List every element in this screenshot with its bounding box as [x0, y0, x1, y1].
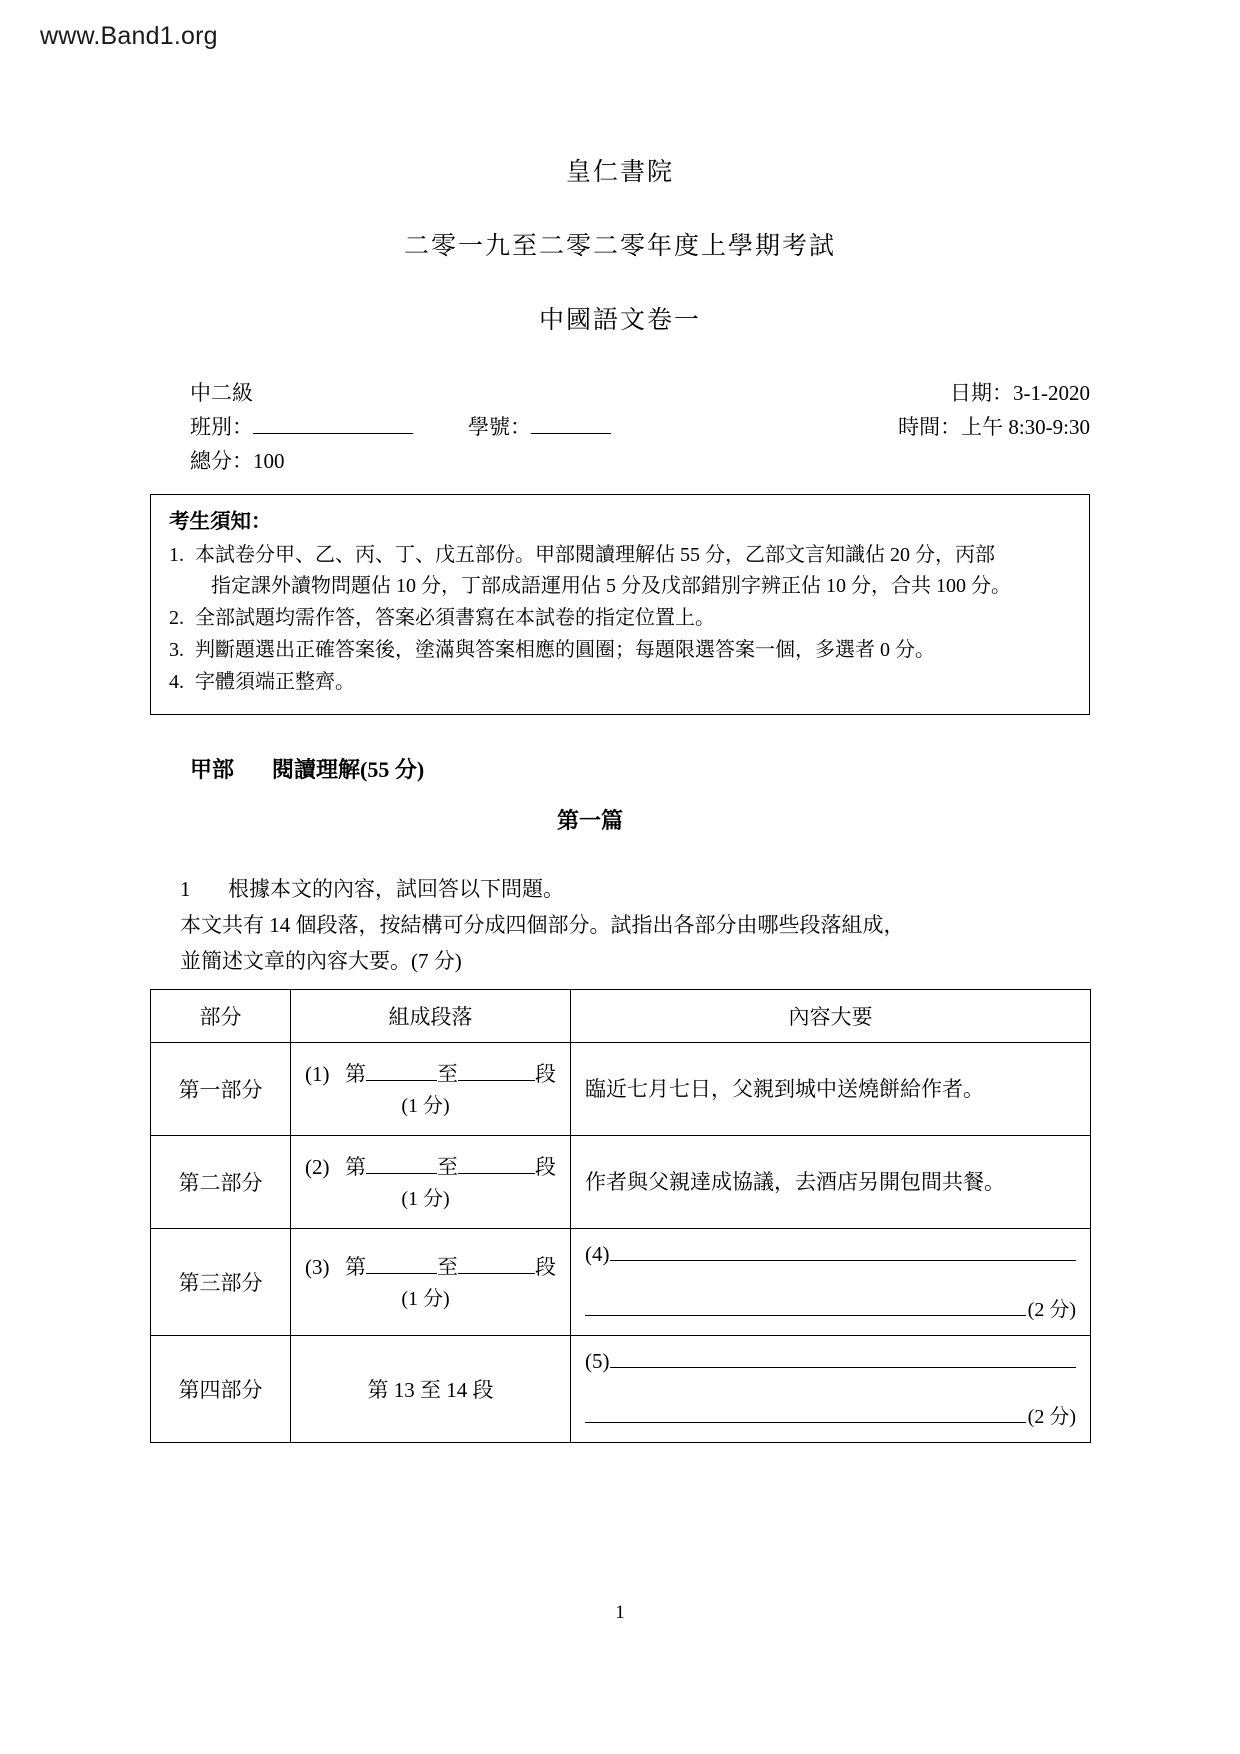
section-a-label: 甲部 — [190, 757, 235, 782]
student-no-input-line[interactable] — [531, 416, 611, 434]
row-part-label: 第三部分 — [151, 1229, 291, 1336]
summary-marks: (2 分) — [1027, 1406, 1076, 1428]
paragraph-answer-line — [305, 1152, 556, 1182]
meta-row-level — [190, 376, 1090, 410]
meta-row-class — [190, 410, 1090, 444]
notice-item — [169, 635, 1071, 666]
answer-blank-line[interactable] — [585, 1402, 1026, 1423]
summary-marks: (2 分) — [1027, 1299, 1076, 1321]
row-paragraph-answer[interactable] — [291, 1229, 571, 1336]
summary-answer-line-2 — [585, 1295, 1076, 1325]
row-summary-text: 作者與父親達成協議，去酒店另開包間共餐。 — [571, 1136, 1091, 1229]
document-content — [0, 140, 1240, 1443]
question-1-number: 1 — [180, 877, 191, 901]
student-no-label: 學號： — [468, 415, 531, 439]
sub-question-number: (5) — [585, 1349, 610, 1373]
notice-text-line1: 全部試題均需作答，答案必須書寫在本試卷的指定位置上。 — [195, 607, 715, 629]
notice-number: 1. — [169, 544, 184, 566]
table-row — [151, 1043, 1091, 1136]
paragraph-prefix: 第 — [345, 1255, 366, 1279]
notice-text-line1: 本試卷分甲、乙、丙、丁、戊五部份。甲部閱讀理解佔 55 分，乙部文言知識佔 20 分，丙部 — [195, 544, 995, 566]
paragraph-mid: 至 — [437, 1155, 459, 1179]
summary-answer-line-1 — [585, 1239, 1076, 1269]
notice-item — [169, 540, 1071, 602]
row-summary-answer[interactable] — [571, 1229, 1091, 1336]
paragraph-marks: (1 分) — [401, 1288, 450, 1310]
paragraph-suffix: 段 — [535, 1155, 556, 1179]
level-label: 中二級 — [190, 381, 253, 405]
notice-item — [169, 667, 1071, 698]
row-paragraph-answer[interactable] — [291, 1136, 571, 1229]
paragraph-marks: (1 分) — [401, 1095, 450, 1117]
paragraph-end-blank[interactable] — [458, 1256, 535, 1274]
notice-text — [195, 603, 1071, 634]
structure-table — [150, 989, 1091, 1443]
date-label: 日期：3-1-2020 — [950, 381, 1090, 405]
row-paragraph-fixed: 第 13 至 14 段 — [291, 1336, 571, 1443]
exam-title: 二零一九至二零二零年度上學期考試 — [403, 231, 836, 260]
passage-one-heading: 第一篇 — [556, 808, 623, 833]
paragraph-start-blank[interactable] — [366, 1156, 437, 1174]
notice-text — [195, 635, 1071, 666]
answer-blank-line[interactable] — [610, 1347, 1077, 1368]
notice-number: 4. — [169, 671, 184, 693]
school-name: 皇仁書院 — [565, 157, 674, 186]
answer-blank-line[interactable] — [585, 1295, 1026, 1316]
meta-row-total — [190, 444, 1090, 478]
row-part-label: 第四部分 — [151, 1336, 291, 1443]
column-header-part: 部分 — [151, 990, 291, 1043]
notice-title: 考生須知： — [169, 511, 272, 533]
column-header-summary: 內容大要 — [571, 990, 1091, 1043]
row-summary-answer[interactable] — [571, 1336, 1091, 1443]
exam-meta — [0, 376, 1240, 478]
notice-text-line1: 判斷題選出正確答案後，塗滿與答案相應的圓圈；每題限選答案一個，多選者 0 分。 — [195, 639, 935, 661]
paragraph-marks: (1 分) — [401, 1188, 450, 1210]
site-watermark: www.Band1.org — [40, 22, 218, 50]
notice-text — [195, 540, 1071, 602]
total-marks-label: 總分：100 — [190, 449, 285, 473]
sub-question-number: (4) — [585, 1242, 610, 1266]
sub-question-number: (2) — [305, 1155, 330, 1179]
notice-text-line2: 指定課外讀物問題佔 10 分，丁部成語運用佔 5 分及戊部錯別字辨正佔 10 分，合共 100 分。 — [211, 575, 1011, 597]
notice-text-line1: 字體須端正整齊。 — [195, 671, 355, 693]
table-row — [151, 1136, 1091, 1229]
notice-item — [169, 603, 1071, 634]
class-field — [190, 410, 611, 444]
notice-number: 2. — [169, 607, 184, 629]
question-1-line-2: 本文共有 14 個段落，按結構可分成四個部分。試指出各部分由哪些段落組成， — [180, 913, 905, 937]
paper-title: 中國語文卷一 — [538, 305, 701, 334]
answer-blank-line[interactable] — [610, 1240, 1077, 1261]
paragraph-suffix: 段 — [535, 1255, 556, 1279]
class-input-line[interactable] — [253, 416, 413, 434]
summary-answer-line-1 — [585, 1346, 1076, 1376]
paragraph-start-blank[interactable] — [366, 1063, 437, 1081]
paragraph-mid: 至 — [437, 1255, 459, 1279]
section-a-heading — [190, 753, 1240, 784]
notice-number: 3. — [169, 639, 184, 661]
row-part-label: 第一部分 — [151, 1043, 291, 1136]
paragraph-end-blank[interactable] — [458, 1156, 535, 1174]
paragraph-answer-line — [305, 1252, 556, 1282]
paragraph-prefix: 第 — [345, 1062, 366, 1086]
row-part-label: 第二部分 — [151, 1136, 291, 1229]
paragraph-end-blank[interactable] — [458, 1063, 535, 1081]
paragraph-mid: 至 — [437, 1062, 459, 1086]
question-1-block — [180, 871, 1090, 979]
summary-answer-line-2 — [585, 1402, 1076, 1432]
paragraph-answer-line — [305, 1059, 556, 1089]
candidate-notice-box — [150, 494, 1090, 715]
column-header-paragraphs: 組成段落 — [291, 990, 571, 1043]
question-1-line-1 — [180, 871, 1090, 907]
notice-text — [195, 667, 1071, 698]
paragraph-start-blank[interactable] — [366, 1256, 437, 1274]
table-row — [151, 1229, 1091, 1336]
question-1-text: 根據本文的內容，試回答以下問題。 — [228, 877, 564, 901]
sub-question-number: (3) — [305, 1255, 330, 1279]
section-a-title: 閱讀理解(55 分) — [272, 757, 425, 782]
time-label: 時間：上午 8:30-9:30 — [898, 415, 1090, 439]
table-header-row — [151, 990, 1091, 1043]
question-1-line-3: 並簡述文章的內容大要。(7 分) — [180, 949, 462, 973]
class-label: 班別： — [190, 415, 253, 439]
paragraph-suffix: 段 — [535, 1062, 556, 1086]
page-number: 1 — [615, 1602, 625, 1623]
paragraph-prefix: 第 — [345, 1155, 366, 1179]
row-summary-text: 臨近七月七日，父親到城中送燒餅給作者。 — [571, 1043, 1091, 1136]
row-paragraph-answer[interactable] — [291, 1043, 571, 1136]
sub-question-number: (1) — [305, 1062, 330, 1086]
table-row — [151, 1336, 1091, 1443]
